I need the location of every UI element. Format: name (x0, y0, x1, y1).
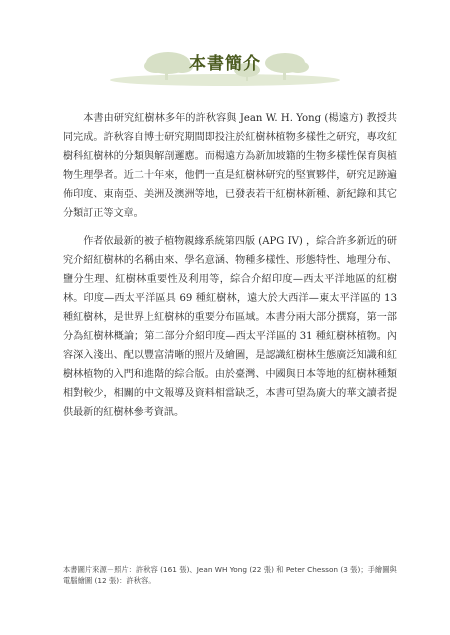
paragraph: 作者依最新的被子植物親緣系統第四版 (APG IV) ，綜合許多新近的研究介紹紅樹林的名稱由來、學名意涵、物種多樣性、形態特性、地理分布、鹽分生理、紅樹林重要性及利用等，綜合介紹印度—西太平洋地區的紅樹林。印度—西太平洋區具 69 種紅樹林，遠大於大西洋—東太平洋區的 13 種紅樹林，是世界上紅樹林的重要分布區域。本書分兩大部分撰寫，第一部分為紅樹林概論；第二部分介紹印度—西太平洋區的 31 種紅樹林植物。內容深入淺出、配以豐富清晰的照片及繪圖，是認識紅樹林生態廣泛知識和紅樹林植物的入門和進階的綜合版。由於臺灣、中國與日本等地的紅樹林種類相對較少，相關的中文報導及資料相當缺乏，本書可望為廣大的華文讀者提供最新的紅樹林參考資訊。 (63, 235, 397, 419)
page-title: 本書簡介 (189, 54, 261, 74)
image-credits-footnote: 本書圖片來源－照片：許秋容 (161 張)、Jean WH Yong (22 張) 和 Peter Chesson (3 張)；手繪圖與電腦繪圖 (12 張)：許秋容。 (63, 565, 397, 585)
introduction-text (63, 109, 397, 431)
paragraph: 本書由研究紅樹林多年的許秋容與 Jean W. H. Yong (楊遠方) 教授共同完成。許秋容自博士研究期間即投注於紅樹林植物多樣性之研究，專攻紅樹科紅樹林的分類與解剖邏應。而楊遠方為新加坡籍的生物多樣性保育與植物生理學者。近二十年來，他們一直是紅樹林研究的堅實夥伴，研究足跡遍佈印度、東南亞、美洲及澳洲等地，已發表若干紅樹林新種、新紀錄和其它分類訂正等文章。 (63, 113, 397, 220)
